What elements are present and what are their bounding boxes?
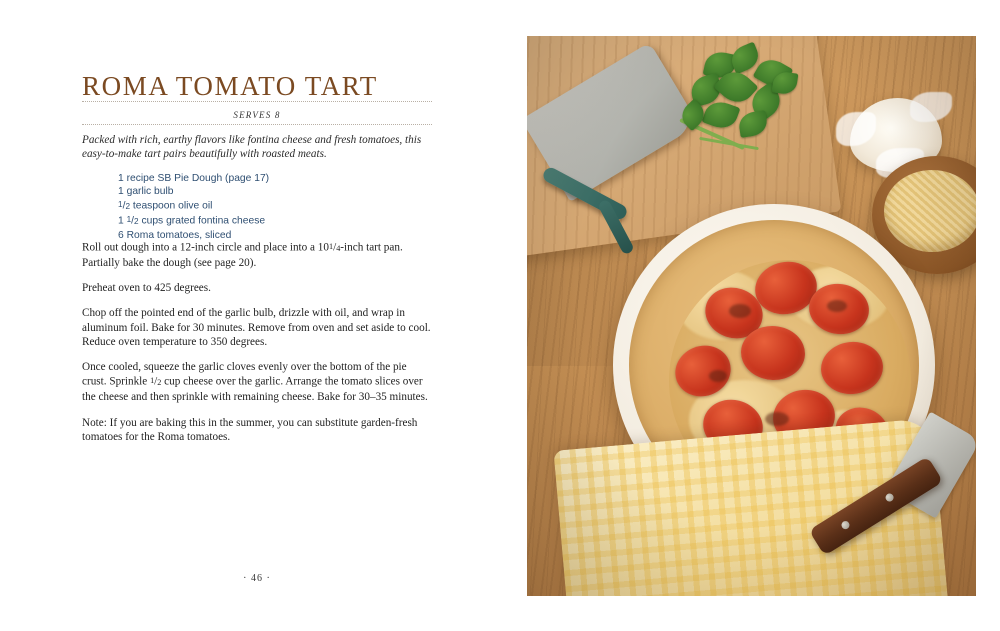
step-paragraph: Note: If you are baking this in the summer, you can substitute garden-fresh tomatoes for the Roma tomatoes. <box>82 416 418 443</box>
recipe-intro: Packed with rich, earthy flavors like fontina cheese and fresh tomatoes, this easy-to-make tart pairs beautifully with roasted meats. <box>82 134 422 160</box>
list-item: 1 1/2 cups grated fontina cheese <box>118 215 266 227</box>
serves-line <box>82 105 432 123</box>
step-paragraph: Chop off the pointed end of the garlic bulb, drizzle with oil, and wrap in aluminum foil. Bake for 30 minutes. Remove from oven and set aside to cool. Reduce oven temperature to 350 degrees. <box>82 307 431 348</box>
list-item: 1/2 teaspoon olive oil <box>118 200 213 212</box>
list-item: 6 Roma tomatoes, sliced <box>118 229 232 241</box>
list-item: 1 garlic bulb <box>118 186 174 198</box>
step-paragraph: Once cooled, squeeze the garlic cloves evenly over the bottom of the pie crust. Sprinkle 1/2 cup cheese over the garlic. Arrange the tomato slices over the cheese and then sprinkle with remaining cheese. Bake for 30–35 minutes. <box>82 361 428 404</box>
ingredient-list <box>118 172 438 242</box>
step-paragraph: Roll out dough into a 12-inch circle and place into a 101/4-inch tart pan. Partially bake the dough (see page 20). <box>82 241 403 270</box>
divider-bottom <box>82 124 432 125</box>
parsley-bunch <box>647 46 817 186</box>
divider-top <box>82 101 432 102</box>
page-number: · 46 · <box>243 573 271 584</box>
page-title: ROMA TOMATO TART <box>82 71 378 102</box>
serves-label: SERVES 8 <box>233 110 281 120</box>
list-item: 1 recipe SB Pie Dough (page 17) <box>118 173 270 184</box>
grated-cheese <box>884 170 976 252</box>
recipe-steps <box>82 240 432 455</box>
step-paragraph: Preheat oven to 425 degrees. <box>82 282 211 295</box>
recipe-photo <box>527 36 976 596</box>
